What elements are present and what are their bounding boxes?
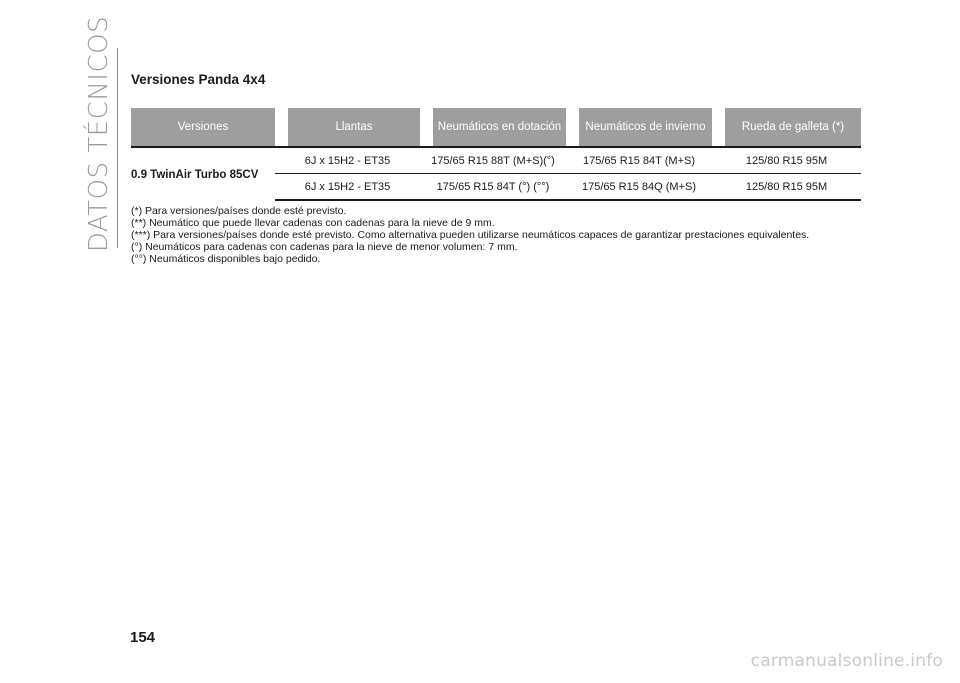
section-title: Versiones Panda 4x4 (131, 72, 266, 87)
table-cell: 175/65 R15 84T (°) (°°) (420, 173, 566, 201)
header-versiones: Versiones (131, 108, 275, 146)
footnotes (131, 205, 861, 265)
header-neumaticos-invierno: Neumáticos de invierno (566, 108, 712, 146)
watermark-text: carmanualsonline.info (750, 651, 943, 671)
footnote: (*) Para versiones/países donde esté previsto. (131, 205, 347, 217)
side-divider (117, 48, 118, 248)
version-cell: 0.9 TwinAir Turbo 85CV (131, 146, 275, 201)
table-cell: 125/80 R15 95M (712, 146, 861, 173)
footnote: (**) Neumático que puede llevar cadenas con cadenas para la nieve de 9 mm. (131, 217, 495, 229)
header-rueda-galleta: Rueda de galleta (*) (712, 108, 861, 146)
header-llantas: Llantas (275, 108, 420, 146)
header-neumaticos-dotacion: Neumáticos en dotación (420, 108, 566, 146)
side-section-title-text: DATOS TÉCNICOS (84, 15, 114, 253)
table-cell: 175/65 R15 88T (M+S)(°) (420, 146, 566, 173)
side-section-title (84, 15, 114, 253)
specs-table (131, 108, 861, 201)
footnote: (°) Neumáticos para cadenas con cadenas para la nieve de menor volumen: 7 mm. (131, 241, 518, 253)
footnote: (°°) Neumáticos disponibles bajo pedido. (131, 253, 321, 265)
table-cell: 6J x 15H2 - ET35 (275, 146, 420, 173)
table-cell: 6J x 15H2 - ET35 (275, 173, 420, 201)
table-cell: 125/80 R15 95M (712, 173, 861, 201)
page-number: 154 (130, 629, 156, 646)
footnote: (***) Para versiones/países donde esté previsto. Como alternativa pueden utilizarse neumáticos capaces de garantizar prestaciones equivalentes. (131, 229, 810, 241)
table-header-row (131, 108, 861, 146)
table-cell: 175/65 R15 84T (M+S) (566, 146, 712, 173)
table-row (131, 146, 861, 173)
table-cell: 175/65 R15 84Q (M+S) (566, 173, 712, 201)
